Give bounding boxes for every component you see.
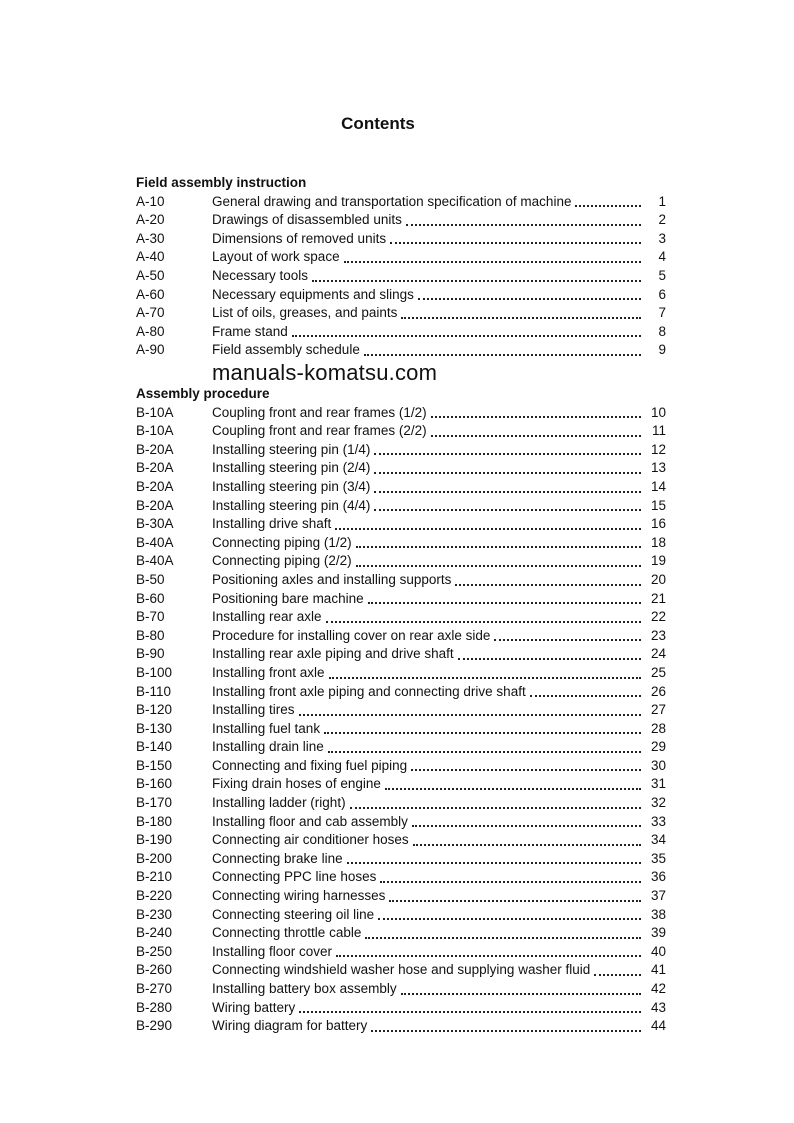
entry-code: A-70 [136, 305, 165, 321]
dot-leader [292, 335, 641, 337]
toc-entry[interactable] [136, 906, 666, 925]
dot-leader [406, 224, 641, 226]
entry-title: Installing rear axle [212, 609, 322, 625]
entry-title-wrap [212, 497, 644, 516]
entry-code: A-20 [136, 212, 165, 228]
entry-page-number: 19 [650, 553, 666, 569]
entry-page-number: 11 [651, 423, 666, 439]
entry-title: Wiring battery [212, 999, 296, 1015]
dot-leader [328, 751, 641, 753]
dot-leader [401, 993, 641, 995]
entry-code: B-220 [136, 888, 173, 904]
entry-page-number: 10 [650, 404, 666, 420]
entry-title: Installing front axle [212, 664, 325, 680]
entry-code: B-190 [136, 832, 173, 848]
entry-title-wrap [212, 608, 644, 627]
entry-title: Installing front axle piping and connecting drive shaft [212, 683, 526, 699]
dot-leader [299, 1011, 641, 1013]
toc-entry[interactable] [136, 775, 666, 794]
entry-title-wrap [212, 887, 644, 906]
toc-entry[interactable] [136, 1017, 666, 1036]
entry-title-wrap [212, 341, 644, 360]
toc-entry[interactable] [136, 961, 666, 980]
entry-page-number: 6 [658, 286, 666, 302]
toc-entry[interactable] [136, 590, 666, 609]
entry-title: Frame stand [212, 323, 288, 339]
entry-title-wrap [212, 831, 644, 850]
entry-page-number: 29 [650, 739, 666, 755]
entry-title-wrap [212, 627, 644, 646]
entry-title: Connecting windshield washer hose and supplying washer fluid [212, 962, 591, 978]
toc-entry[interactable] [136, 571, 666, 590]
watermark: manuals-komatsu.com [212, 360, 438, 385]
toc-entry[interactable] [136, 404, 666, 423]
entry-title: Connecting piping (2/2) [212, 553, 352, 569]
toc-entry[interactable] [136, 701, 666, 720]
dot-leader [365, 937, 641, 939]
entry-title-wrap [212, 924, 644, 943]
entry-title-wrap [212, 850, 644, 869]
entry-page-number: 41 [650, 962, 666, 978]
entry-page-number: 42 [650, 981, 666, 996]
toc-entry[interactable] [136, 497, 666, 516]
entry-code: A-10 [136, 193, 165, 209]
dot-leader [380, 881, 641, 883]
entry-code: B-50 [136, 571, 165, 587]
entry-page-number: 33 [650, 813, 666, 829]
toc-entry[interactable] [136, 341, 666, 360]
entry-page-number: 21 [650, 590, 666, 606]
dot-leader [458, 658, 641, 660]
entry-page-number: 23 [650, 627, 666, 643]
entry-title-wrap [212, 193, 644, 212]
entry-page-number: 22 [650, 609, 666, 625]
entry-page-number: 4 [658, 249, 666, 265]
entry-page-number: 34 [650, 832, 666, 848]
toc-entry[interactable] [136, 831, 666, 850]
entry-code: A-60 [136, 286, 165, 302]
entry-title: Positioning axles and installing supports [212, 571, 452, 587]
entry-code: B-20A [136, 478, 174, 494]
entry-code: B-130 [136, 720, 173, 736]
entry-title: Connecting steering oil line [212, 906, 375, 922]
toc-entry[interactable] [136, 980, 666, 999]
toc-entry[interactable] [136, 248, 666, 267]
entry-title-wrap [212, 720, 644, 739]
entry-title-wrap [212, 980, 644, 999]
dot-leader [335, 528, 641, 530]
entry-code: B-240 [136, 925, 173, 941]
entry-title: Installing ladder (right) [212, 795, 346, 811]
toc-entry[interactable] [136, 887, 666, 906]
toc-entry[interactable] [136, 478, 666, 497]
toc-entry[interactable] [136, 683, 666, 702]
entry-title-wrap [212, 459, 644, 478]
entry-title-wrap [212, 738, 644, 757]
entry-page-number: 27 [650, 702, 666, 718]
toc-entry[interactable] [136, 552, 666, 571]
toc-entry[interactable] [136, 999, 666, 1018]
dot-leader [594, 974, 641, 976]
entry-title-wrap [212, 534, 644, 553]
entry-page-number: 35 [650, 850, 666, 866]
entry-title-wrap [212, 943, 644, 962]
entry-title-wrap [212, 906, 644, 925]
entry-code: B-250 [136, 943, 173, 959]
entry-code: A-50 [136, 267, 165, 283]
entry-page-number: 9 [658, 342, 666, 358]
dot-leader [356, 546, 641, 548]
entry-code: B-40A [136, 553, 174, 569]
entry-page-number: 37 [650, 888, 666, 904]
entry-code: B-290 [136, 1018, 173, 1034]
entry-title: Installing rear axle piping and drive shaft [212, 646, 454, 662]
entry-page-number: 28 [650, 720, 666, 736]
dot-leader [418, 298, 641, 300]
entry-code: B-80 [136, 627, 165, 643]
toc-entry[interactable] [136, 323, 666, 342]
entry-code: B-10A [136, 423, 174, 439]
toc-entry[interactable] [136, 794, 666, 813]
entry-title-wrap [212, 1017, 644, 1036]
toc-entry[interactable] [136, 534, 666, 553]
entry-page-number: 15 [650, 497, 666, 513]
dot-leader [324, 732, 641, 734]
entry-code: B-100 [136, 664, 173, 680]
entry-code: B-280 [136, 999, 173, 1015]
entry-code: B-200 [136, 850, 173, 866]
toc-entry[interactable] [136, 813, 666, 832]
section-heading: Field assembly instruction [136, 175, 307, 190]
toc-entry[interactable] [136, 664, 666, 683]
toc-entry[interactable] [136, 211, 666, 230]
dot-leader [299, 714, 641, 716]
entry-title-wrap [212, 441, 644, 460]
entry-title: Connecting air conditioner hoses [212, 832, 409, 848]
entry-title: Installing floor cover [212, 943, 333, 959]
dot-leader [389, 900, 641, 902]
entry-code: B-120 [136, 702, 173, 718]
entry-title-wrap [212, 794, 644, 813]
entry-title-wrap [212, 304, 644, 323]
dot-leader [312, 280, 641, 282]
entry-title: Connecting and fixing fuel piping [212, 757, 408, 773]
dot-leader [336, 955, 641, 957]
dot-leader [374, 509, 641, 511]
entry-title: General drawing and transportation specification of machine [212, 193, 572, 209]
entry-title-wrap [212, 267, 644, 286]
entry-code: B-60 [136, 590, 165, 606]
entry-page-number: 12 [650, 441, 666, 457]
entry-title: Installing drain line [212, 739, 324, 755]
dot-leader [374, 453, 641, 455]
entry-code: B-260 [136, 962, 173, 978]
entry-page-number: 2 [658, 212, 666, 228]
entry-page-number: 38 [650, 906, 666, 922]
toc-entry[interactable] [136, 924, 666, 943]
toc-entry[interactable] [136, 422, 666, 441]
toc-entry[interactable] [136, 627, 666, 646]
toc-entry[interactable] [136, 868, 666, 887]
entry-code: A-90 [136, 342, 165, 358]
toc-entry[interactable] [136, 645, 666, 664]
toc-entry[interactable] [136, 286, 666, 305]
toc-entry[interactable] [136, 193, 666, 212]
entry-title-wrap [212, 813, 644, 832]
entry-code: B-210 [136, 869, 173, 885]
entry-page-number: 16 [650, 516, 666, 532]
toc-entry[interactable] [136, 230, 666, 249]
dot-leader [364, 354, 641, 356]
toc-entry[interactable] [136, 267, 666, 286]
entry-code: A-80 [136, 323, 165, 339]
entry-code: B-110 [136, 683, 172, 699]
entry-code: B-230 [136, 906, 173, 922]
entry-title: Installing fuel tank [212, 720, 321, 736]
dot-leader [326, 621, 641, 623]
entry-code: B-90 [136, 646, 165, 662]
dot-leader [431, 435, 641, 437]
entry-page-number: 31 [650, 776, 666, 792]
entry-title-wrap [212, 248, 644, 267]
dot-leader [378, 918, 641, 920]
entry-title: Procedure for installing cover on rear axle side [212, 627, 491, 643]
entry-code: B-70 [136, 609, 165, 625]
dot-leader [575, 205, 641, 207]
entry-code: B-180 [136, 813, 173, 829]
dot-leader [350, 807, 641, 809]
dot-leader [494, 639, 641, 641]
entry-page-number: 26 [650, 683, 666, 699]
dot-leader [385, 788, 641, 790]
entry-page-number: 25 [650, 664, 666, 680]
dot-leader [455, 584, 641, 586]
entry-title: Connecting throttle cable [212, 925, 362, 941]
toc-entry[interactable] [136, 720, 666, 739]
toc-entry[interactable] [136, 738, 666, 757]
page-title: Contents [341, 114, 415, 133]
entry-title-wrap [212, 775, 644, 794]
dot-leader [530, 695, 641, 697]
toc-entry[interactable] [136, 459, 666, 478]
entry-title-wrap [212, 422, 644, 441]
entry-title: Installing steering pin (4/4) [212, 497, 371, 513]
entry-title: Connecting brake line [212, 850, 343, 866]
section-heading: Assembly procedure [136, 386, 270, 401]
entry-page-number: 1 [658, 193, 666, 209]
entry-code: B-140 [136, 739, 173, 755]
entry-page-number: 7 [658, 305, 666, 321]
dot-leader [390, 242, 641, 244]
entry-title-wrap [212, 590, 644, 609]
entry-page-number: 13 [650, 460, 666, 476]
entry-page-number: 36 [650, 869, 666, 885]
entry-code: B-160 [136, 776, 173, 792]
entry-page-number: 40 [650, 943, 666, 959]
entry-page-number: 24 [650, 646, 666, 662]
entry-code: A-40 [136, 249, 165, 265]
entry-title: Installing battery box assembly [212, 981, 397, 996]
entry-title-wrap [212, 868, 644, 887]
section-assembly-procedure [136, 385, 666, 1036]
entry-title: Layout of work space [212, 249, 340, 265]
entry-page-number: 20 [650, 571, 666, 587]
entry-title: Positioning bare machine [212, 590, 364, 606]
entry-page-number: 30 [650, 757, 666, 773]
entry-title: Necessary equipments and slings [212, 286, 414, 302]
entry-title-wrap [212, 757, 644, 776]
dot-leader [374, 472, 641, 474]
entry-title-wrap [212, 552, 644, 571]
dot-leader [413, 844, 641, 846]
toc-entry[interactable] [136, 757, 666, 776]
entry-title: Installing tires [212, 702, 295, 718]
entry-title: Installing drive shaft [212, 516, 332, 532]
entry-title: Wiring diagram for battery [212, 1018, 368, 1034]
entry-title-wrap [212, 999, 644, 1018]
entry-title-wrap [212, 286, 644, 305]
dot-leader [347, 862, 641, 864]
entry-title: Necessary tools [212, 267, 309, 283]
dot-leader [412, 825, 641, 827]
toc-entry[interactable] [136, 850, 666, 869]
entry-page-number: 3 [658, 230, 666, 246]
entry-title: Connecting PPC line hoses [212, 869, 377, 885]
entry-title: Installing steering pin (2/4) [212, 460, 371, 476]
dot-leader [368, 602, 641, 604]
entry-code: B-170 [136, 795, 173, 811]
entry-title: Coupling front and rear frames (2/2) [212, 423, 427, 439]
entry-title-wrap [212, 571, 644, 590]
toc-entry[interactable] [136, 515, 666, 534]
dot-leader [356, 565, 641, 567]
entry-code: B-40A [136, 534, 174, 550]
toc-entry[interactable] [136, 304, 666, 323]
entry-code: B-270 [136, 981, 173, 996]
entry-title-wrap [212, 404, 644, 423]
entry-title-wrap [212, 683, 644, 702]
entry-title: Dimensions of removed units [212, 230, 387, 246]
dot-leader [411, 769, 641, 771]
entry-code: A-30 [136, 230, 165, 246]
entry-page-number: 43 [650, 999, 666, 1015]
entry-title-wrap [212, 645, 644, 664]
dot-leader [374, 491, 641, 493]
entry-title: Connecting piping (1/2) [212, 534, 352, 550]
entry-code: B-20A [136, 497, 174, 513]
entry-page-number: 32 [650, 795, 666, 811]
entry-title: Field assembly schedule [212, 342, 360, 358]
entry-page-number: 5 [658, 267, 666, 283]
entry-title: Drawings of disassembled units [212, 212, 402, 228]
entry-code: B-20A [136, 441, 174, 457]
dot-leader [401, 317, 641, 319]
entry-code: B-150 [136, 757, 173, 773]
entry-title: Installing steering pin (3/4) [212, 478, 371, 494]
entry-code: B-30A [136, 516, 174, 532]
entry-page-number: 39 [650, 925, 666, 941]
dot-leader [344, 261, 641, 263]
entry-title: List of oils, greases, and paints [212, 305, 398, 321]
entry-title-wrap [212, 323, 644, 342]
entry-page-number: 18 [650, 534, 666, 550]
dot-leader [329, 677, 641, 679]
section-field-assembly [136, 174, 666, 360]
entry-code: B-20A [136, 460, 174, 476]
entry-title-wrap [212, 515, 644, 534]
entry-title-wrap [212, 211, 644, 230]
toc-entry[interactable] [136, 608, 666, 627]
toc-entry[interactable] [136, 943, 666, 962]
entry-title: Connecting wiring harnesses [212, 888, 386, 904]
entry-title: Installing steering pin (1/4) [212, 441, 371, 457]
entry-page-number: 14 [650, 478, 666, 494]
entry-title: Coupling front and rear frames (1/2) [212, 404, 427, 420]
dot-leader [431, 416, 641, 418]
toc-entry[interactable] [136, 441, 666, 460]
entry-title: Fixing drain hoses of engine [212, 776, 381, 792]
entry-title-wrap [212, 664, 644, 683]
entry-page-number: 44 [650, 1018, 666, 1034]
entry-page-number: 8 [658, 323, 666, 339]
entry-title-wrap [212, 701, 644, 720]
entry-title-wrap [212, 478, 644, 497]
dot-leader [371, 1030, 641, 1032]
entry-code: B-10A [136, 404, 174, 420]
entry-title: Installing floor and cab assembly [212, 813, 408, 829]
entry-title-wrap [212, 230, 644, 249]
entry-title-wrap [212, 961, 644, 980]
